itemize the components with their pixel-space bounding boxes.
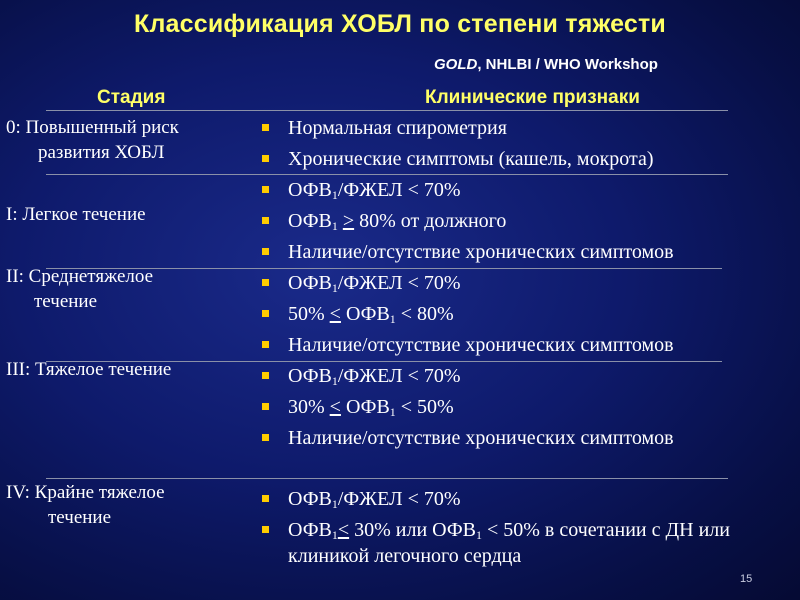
stage-1 <box>6 202 146 227</box>
criterion-text: $ОФВ_1 > 80\%$ от должного <box>288 210 507 233</box>
slide-title: Классификация ХОБЛ по степени тяжести <box>134 10 666 38</box>
stage-2 <box>6 264 153 314</box>
stage-1-line1: I: Легкое течение <box>6 204 146 225</box>
stage-0 <box>6 115 179 165</box>
bullet-icon <box>262 526 269 533</box>
stage-4-line2: течение <box>48 507 112 528</box>
rule-after-stage-3 <box>46 478 728 479</box>
stage-3 <box>6 357 171 382</box>
bullet-icon <box>262 279 269 286</box>
source-rest: , NHLBI / WHO Workshop <box>477 56 658 73</box>
column-header-signs: Клинические признаки <box>425 87 640 108</box>
stage-4 <box>6 480 165 530</box>
bullet-icon <box>262 372 269 379</box>
stage-2-line1: II: Среднетяжелое <box>6 266 154 287</box>
criterion-text: $ОФВ_1$/ФЖЕЛ < 70% <box>288 488 461 511</box>
criterion-text: $50\% < ОФВ_1 < 80\%$ <box>288 303 454 326</box>
stage-0-line1: 0: Повышенный риск <box>6 117 179 138</box>
bullet-icon <box>262 217 269 224</box>
criterion-text: Наличие/отсутствие хронических симптомов <box>288 334 674 356</box>
bullet-icon <box>262 310 269 317</box>
stage-3-line1: III: Тяжелое течение <box>6 359 172 380</box>
criterion-text: $30\% < ОФВ_1 < 50\%$ <box>288 396 454 419</box>
criterion-text: $ОФВ_1$/ФЖЕЛ < 70% <box>288 179 461 202</box>
bullet-icon <box>262 341 269 348</box>
criterion-text: Наличие/отсутствие хронических симптомов <box>288 241 674 263</box>
source-reference <box>434 56 658 73</box>
criterion-text: $ОФВ_1$/ФЖЕЛ < 70% <box>288 365 461 388</box>
bullet-icon <box>262 434 269 441</box>
rule-under-headers <box>46 110 728 111</box>
criterion-text: Наличие/отсутствие хронических симптомов <box>288 427 674 449</box>
criterion-text: $ОФВ_1$/ФЖЕЛ < 70% <box>288 272 461 295</box>
rule-after-stage-0 <box>46 174 728 175</box>
bullet-icon <box>262 495 269 502</box>
criterion-text: $ОФВ_1< 30\%$ или $ОФВ_1 < 50\%$ в сочетании с ДН или клиникой легочного сердца <box>288 519 730 567</box>
bullet-icon <box>262 403 269 410</box>
bullet-icon <box>262 248 269 255</box>
criterion-text: Хронические симптомы (кашель, мокрота) <box>288 148 654 170</box>
stage-2-line2: течение <box>34 291 98 312</box>
stage-0-line2: развития ХОБЛ <box>38 142 165 163</box>
bullet-icon <box>262 186 269 193</box>
page-number: 15 <box>740 573 753 585</box>
column-header-stage: Стадия <box>97 87 166 108</box>
stage-4-line1: IV: Крайне тяжелое <box>6 482 165 503</box>
bullet-icon <box>262 155 269 162</box>
criterion-text: Нормальная спирометрия <box>288 117 507 139</box>
source-gold: GOLD <box>434 56 478 73</box>
bullet-icon <box>262 124 269 131</box>
